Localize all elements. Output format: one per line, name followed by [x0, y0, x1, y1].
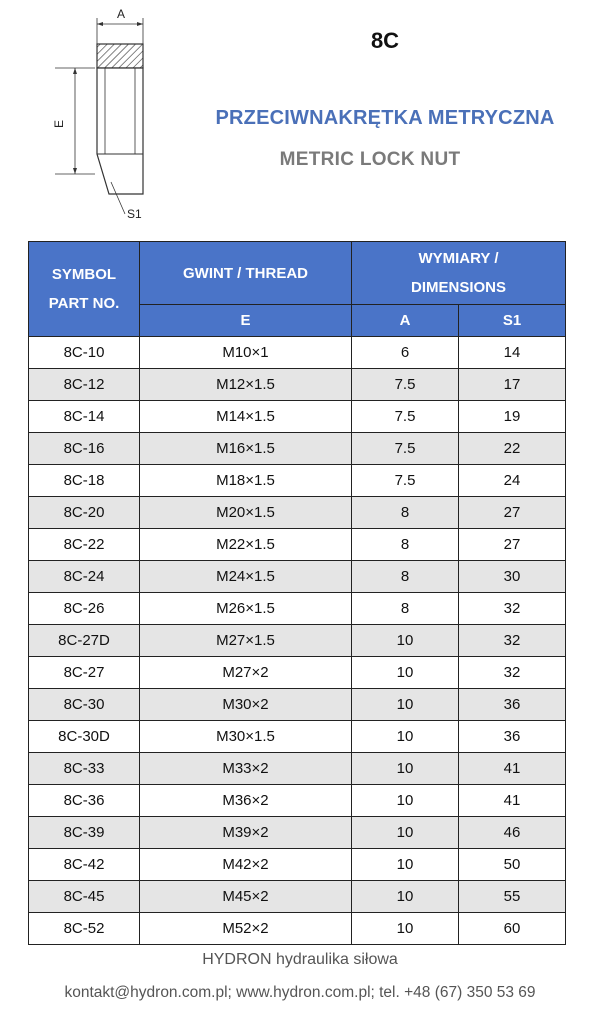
table-row [29, 561, 566, 593]
symbol-cell: 8C-22 [29, 529, 140, 561]
a-cell: 7.5 [352, 433, 459, 465]
s1-cell: 50 [459, 849, 566, 881]
symbol-cell: 8C-14 [29, 401, 140, 433]
symbol-cell: 8C-18 [29, 465, 140, 497]
table-row [29, 625, 566, 657]
header-symbol: SYMBOL PART NO. [29, 242, 140, 337]
dim-a-label: A [116, 7, 126, 21]
symbol-cell: 8C-16 [29, 433, 140, 465]
table-row [29, 817, 566, 849]
header-s1: S1 [459, 305, 566, 337]
header-dimensions: WYMIARY / DIMENSIONS [352, 242, 566, 305]
a-cell: 10 [352, 849, 459, 881]
s1-cell: 41 [459, 785, 566, 817]
table-row [29, 913, 566, 945]
thread-cell: M12×1.5 [140, 369, 352, 401]
s1-cell: 41 [459, 753, 566, 785]
symbol-cell: 8C-33 [29, 753, 140, 785]
s1-cell: 36 [459, 689, 566, 721]
symbol-cell: 8C-36 [29, 785, 140, 817]
symbol-cell: 8C-10 [29, 337, 140, 369]
thread-cell: M14×1.5 [140, 401, 352, 433]
s1-cell: 19 [459, 401, 566, 433]
symbol-cell: 8C-27D [29, 625, 140, 657]
a-cell: 7.5 [352, 401, 459, 433]
thread-cell: M22×1.5 [140, 529, 352, 561]
s1-cell: 17 [459, 369, 566, 401]
table-row [29, 721, 566, 753]
table-row [29, 657, 566, 689]
a-cell: 6 [352, 337, 459, 369]
a-cell: 10 [352, 625, 459, 657]
thread-cell: M16×1.5 [140, 433, 352, 465]
lock-nut-drawing [52, 4, 165, 229]
a-cell: 10 [352, 881, 459, 913]
a-cell: 10 [352, 785, 459, 817]
s1-cell: 55 [459, 881, 566, 913]
symbol-cell: 8C-39 [29, 817, 140, 849]
thread-cell: M24×1.5 [140, 561, 352, 593]
a-cell: 10 [352, 913, 459, 945]
s1-cell: 24 [459, 465, 566, 497]
s1-cell: 27 [459, 529, 566, 561]
thread-cell: M42×2 [140, 849, 352, 881]
title-polish: PRZECIWNAKRĘTKA METRYCZNA [215, 107, 555, 129]
a-cell: 7.5 [352, 369, 459, 401]
s1-cell: 14 [459, 337, 566, 369]
a-cell: 8 [352, 529, 459, 561]
thread-cell: M52×2 [140, 913, 352, 945]
table-row [29, 849, 566, 881]
thread-cell: M45×2 [140, 881, 352, 913]
symbol-cell: 8C-27 [29, 657, 140, 689]
table-row [29, 401, 566, 433]
symbol-cell: 8C-12 [29, 369, 140, 401]
thread-cell: M39×2 [140, 817, 352, 849]
thread-cell: M18×1.5 [140, 465, 352, 497]
a-cell: 10 [352, 753, 459, 785]
thread-cell: M26×1.5 [140, 593, 352, 625]
symbol-cell: 8C-42 [29, 849, 140, 881]
table-row [29, 753, 566, 785]
dimensions-table [28, 241, 566, 945]
a-cell: 8 [352, 497, 459, 529]
table-row [29, 465, 566, 497]
table-row [29, 593, 566, 625]
contact-line: kontakt@hydron.com.pl; www.hydron.com.pl; tel. +48 (67) 350 53 69 [64, 984, 536, 1001]
s1-cell: 22 [459, 433, 566, 465]
s1-cell: 27 [459, 497, 566, 529]
title-english: METRIC LOCK NUT [279, 149, 461, 170]
dim-e-label: E [52, 119, 66, 129]
table-row [29, 785, 566, 817]
thread-cell: M30×1.5 [140, 721, 352, 753]
thread-cell: M27×2 [140, 657, 352, 689]
s1-cell: 32 [459, 657, 566, 689]
s1-cell: 60 [459, 913, 566, 945]
company-name: HYDRON hydraulika siłowa [202, 951, 398, 968]
s1-cell: 32 [459, 593, 566, 625]
table-row [29, 433, 566, 465]
s1-cell: 46 [459, 817, 566, 849]
symbol-cell: 8C-52 [29, 913, 140, 945]
symbol-cell: 8C-30 [29, 689, 140, 721]
s1-cell: 32 [459, 625, 566, 657]
s1-cell: 30 [459, 561, 566, 593]
table-body [29, 337, 566, 945]
header-a: A [352, 305, 459, 337]
s1-cell: 36 [459, 721, 566, 753]
a-cell: 10 [352, 817, 459, 849]
thread-cell: M27×1.5 [140, 625, 352, 657]
dim-s1-label: S1 [127, 207, 142, 221]
thread-cell: M20×1.5 [140, 497, 352, 529]
thread-cell: M30×2 [140, 689, 352, 721]
table-row [29, 497, 566, 529]
header-e: E [140, 305, 352, 337]
symbol-cell: 8C-26 [29, 593, 140, 625]
thread-cell: M33×2 [140, 753, 352, 785]
a-cell: 10 [352, 657, 459, 689]
table-row [29, 881, 566, 913]
table-row [29, 529, 566, 561]
table-row [29, 689, 566, 721]
table-row [29, 369, 566, 401]
a-cell: 7.5 [352, 465, 459, 497]
symbol-cell: 8C-45 [29, 881, 140, 913]
table-row [29, 337, 566, 369]
a-cell: 8 [352, 561, 459, 593]
a-cell: 10 [352, 721, 459, 753]
header-thread: GWINT / THREAD [140, 242, 352, 305]
symbol-cell: 8C-24 [29, 561, 140, 593]
symbol-cell: 8C-20 [29, 497, 140, 529]
symbol-cell: 8C-30D [29, 721, 140, 753]
a-cell: 8 [352, 593, 459, 625]
thread-cell: M10×1 [140, 337, 352, 369]
thread-cell: M36×2 [140, 785, 352, 817]
a-cell: 10 [352, 689, 459, 721]
product-code: 8C [370, 28, 400, 53]
